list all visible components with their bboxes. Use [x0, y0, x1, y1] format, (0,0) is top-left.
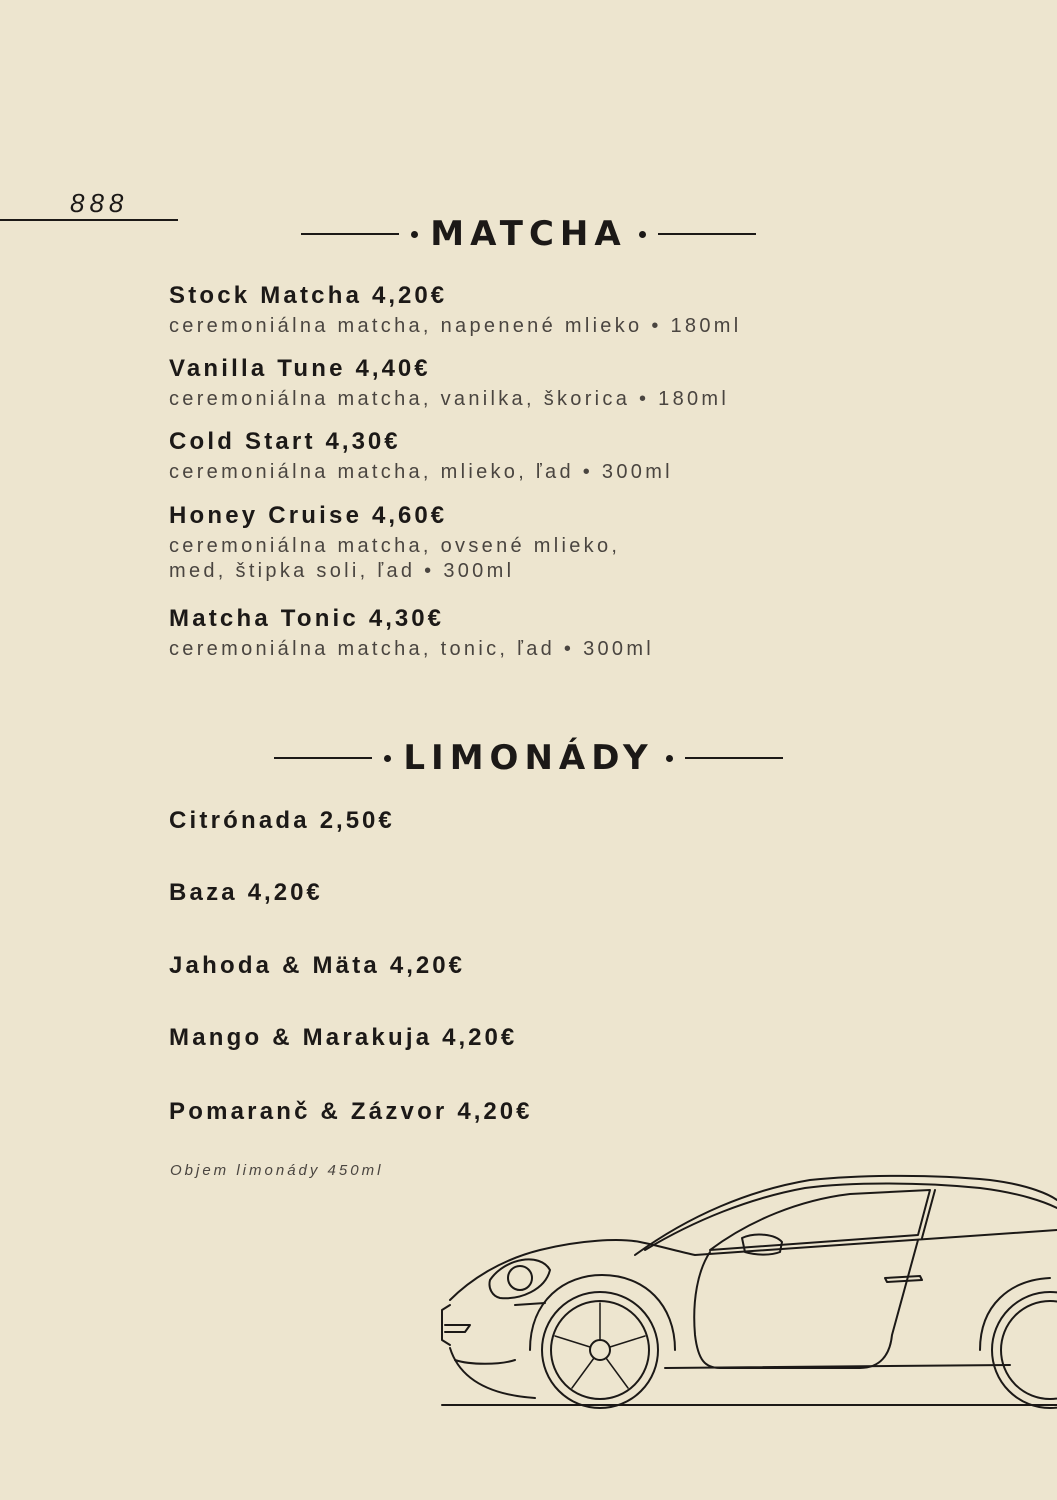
item-description: ceremoniálna matcha, tonic, ľad • 300ml [169, 638, 655, 660]
item-description: ceremoniálna matcha, vanilka, škorica • 180ml [169, 388, 730, 410]
menu-item [169, 355, 729, 412]
sports-car-icon [430, 1160, 1057, 1410]
item-description-line2: med, štipka soli, ľad • 300ml [169, 560, 515, 582]
item-price: 4,30€ [325, 428, 401, 455]
volume-note: Objem limonády 450ml [170, 1162, 384, 1179]
divider-line [685, 757, 783, 759]
item-price: 4,60€ [372, 502, 448, 529]
item-name: Citrónada [169, 807, 310, 834]
divider-dot [411, 231, 418, 238]
item-description: ceremoniálna matcha, mlieko, ľad • 300ml [169, 461, 673, 483]
menu-item [169, 952, 465, 980]
item-name: Matcha Tonic [169, 605, 359, 632]
menu-item [169, 1024, 517, 1052]
section-title: MATCHA [430, 214, 627, 254]
section-header-matcha [0, 214, 1057, 254]
menu-item [169, 605, 654, 662]
divider-dot [384, 755, 391, 762]
menu-item [169, 807, 395, 835]
item-price: 4,20€ [457, 1098, 533, 1125]
divider-dot [639, 231, 646, 238]
item-name: Baza [169, 879, 238, 906]
item-price: 4,20€ [247, 879, 323, 906]
item-price: 4,20€ [389, 952, 465, 979]
item-name: Mango & Marakuja [169, 1024, 433, 1051]
menu-item [169, 1098, 532, 1126]
item-description: ceremoniálna matcha, napenené mlieko • 180ml [169, 315, 742, 337]
item-name: Vanilla Tune [169, 355, 346, 382]
item-price: 2,50€ [319, 807, 395, 834]
item-price: 4,40€ [355, 355, 431, 382]
menu-item [169, 428, 673, 485]
divider-line [658, 233, 756, 235]
section-header-limonady [0, 738, 1057, 778]
menu-item [169, 282, 741, 339]
item-name: Cold Start [169, 428, 316, 455]
item-price: 4,20€ [372, 282, 448, 309]
section-title: LIMONÁDY [403, 738, 654, 778]
divider-line [274, 757, 372, 759]
divider-line [301, 233, 399, 235]
menu-item [169, 879, 323, 907]
item-name: Pomaranč & Zázvor [169, 1098, 448, 1125]
item-name: Honey Cruise [169, 502, 363, 529]
menu-item [169, 502, 620, 584]
item-price: 4,20€ [442, 1024, 518, 1051]
divider-dot [666, 755, 673, 762]
item-description: ceremoniálna matcha, ovsené mlieko, [169, 535, 621, 557]
item-price: 4,30€ [368, 605, 444, 632]
brand-name: 888 [70, 188, 129, 218]
item-name: Stock Matcha [169, 282, 363, 309]
item-name: Jahoda & Mäta [169, 952, 380, 979]
